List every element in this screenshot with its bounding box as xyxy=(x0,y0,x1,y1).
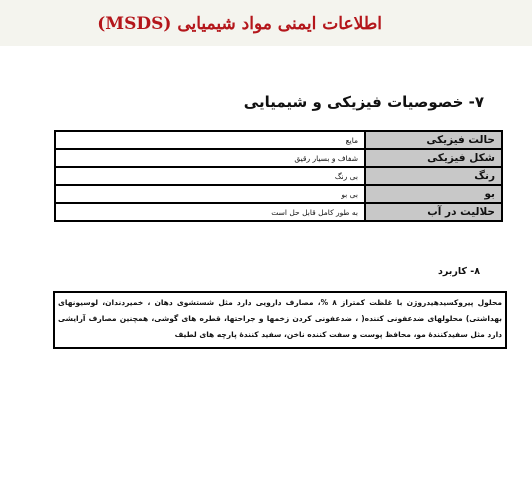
table-row xyxy=(55,167,502,185)
page-title: اطلاعات ایمنی مواد شیمیایی (MSDS) xyxy=(97,14,382,34)
property-label: رنگ xyxy=(365,167,502,185)
table-row xyxy=(55,203,502,221)
property-value: شفاف و بسیار رقیق xyxy=(55,149,365,167)
property-label: بو xyxy=(365,185,502,203)
section-7-title: ۷- خصوصیات فیزیکی و شیمیایی xyxy=(243,93,484,111)
header-banner xyxy=(0,0,532,46)
table-row xyxy=(55,131,502,149)
section-8-title: ۸- کاربرد xyxy=(438,266,480,277)
property-value: بی رنگ xyxy=(55,167,365,185)
property-value: مایع xyxy=(55,131,365,149)
property-label: شکل فیزیکی xyxy=(365,149,502,167)
properties-table xyxy=(54,130,503,222)
table-row xyxy=(55,149,502,167)
property-label: حالت فیزیکی xyxy=(365,131,502,149)
property-label: حلالیت در آب xyxy=(365,203,502,221)
table-row xyxy=(55,185,502,203)
property-value: به طور کامل قابل حل است xyxy=(55,203,365,221)
property-value: بی بو xyxy=(55,185,365,203)
usage-text-box: محلول پیروکسیدهیدروژن با غلظت کمتراز ۸ %، مصارف دارویی دارد مثل شستشوی دهان ، خمیردندان، لوسیونهای بهداشتی) محلولهای ضدعفونی کننده( ، ضدعفونی کردن زخمها و جراحتها، قطره های گوشی، همچنین مصارف آرایشی دارد مثل سفیدکنندۀ مو، محافظ پوست و سفت کننده ناخن، سفید کنندۀ پارچه های لطیف xyxy=(53,291,507,349)
